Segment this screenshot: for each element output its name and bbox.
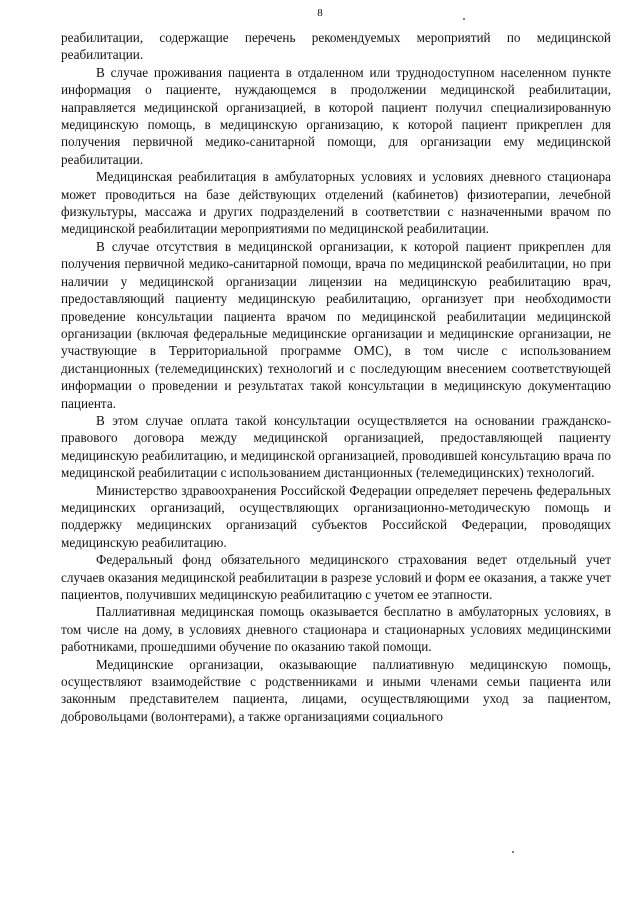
paragraph-continuation: реабилитации, содержащие перечень рекомендуемых мероприятий по медицинской реабилитации.: [61, 30, 611, 63]
paragraph-palliative-organizations: Медицинские организации, оказывающие паллиативную медицинскую помощь, осуществляют взаимодействие с родственниками и иными членами семьи пациента или законным представителем пациента, лицами, осуществляющими уход за пациентом, добровольцами (волонтерами), а также организациями социального: [61, 656, 611, 724]
scan-speck: [463, 18, 465, 20]
paragraph-ministry-list: Министерство здравоохранения Российской Федерации определяет перечень федеральных медицинских организаций, осуществляющих организационно-методическую помощь и поддержку медицинских организаций субъектов Российской Федерации, проводящих медицинскую реабилитацию.: [61, 482, 611, 550]
paragraph-absence-of-doctor: В случае отсутствия в медицинской организации, к которой пациент прикреплен для получения первичной медико-санитарной помощи, врача по медицинской реабилитации, но при наличии у медицинской организации лицензии на медицинскую реабилитацию врач, предоставляющий пациенту медицинскую реабилитацию, организует при необходимости проведение консультации пациента врачом по медицинской реабилитации медицинской организации (включая федеральные медицинские организации и медицинские организации, не участвующие в Территориальной программе ОМС), в том числе с использованием дистанционных (телемедицинских) технологий и с последующим внесением соответствующей информации о проведении и результатах такой консультации в медицинскую документацию пациента.: [61, 238, 611, 411]
document-body: [61, 29, 611, 725]
scan-speck: [512, 851, 514, 853]
paragraph-palliative-care: Паллиативная медицинская помощь оказывается бесплатно в амбулаторных условиях, в том числе на дому, в условиях дневного стационара и стационарных условиях медицинскими работниками, прошедшими обучение по оказанию такой помощи.: [61, 604, 611, 655]
paragraph-remote-residence: В случае проживания пациента в отдаленном или труднодоступном населенном пункте информация о пациенте, нуждающемся в продолжении медицинской реабилитации, направляется медицинской организацией, в которой пациент получил специализированную медицинскую помощь, в медицинскую организацию, к которой пациент прикреплен для получения первичной медико-санитарной помощи, для организации ему медицинской реабилитации.: [61, 64, 611, 167]
paragraph-outpatient-rehabilitation: Медицинская реабилитация в амбулаторных условиях и условиях дневного стационара может проводиться на базе действующих отделений (кабинетов) физиотерапии, лечебной физкультуры, массажа и других подразделений в соответствии с назначенными врачом по медицинской реабилитации мероприятиями по медицинской реабилитации.: [61, 169, 611, 237]
paragraph-consultation-payment: В этом случае оплата такой консультации осуществляется на основании гражданско-правового договора между медицинской организацией, предоставляющей пациенту медицинскую реабилитацию, и медицинской организацией, проводившей консультацию врача по медицинской реабилитации с использованием дистанционных (телемедицинских) технологий.: [61, 412, 611, 481]
paragraph-insurance-fund: Федеральный фонд обязательного медицинского страхования ведет отдельный учет случаев оказания медицинской реабилитации в разрезе условий и форм ее оказания, а также учет пациентов, получивших медицинскую реабилитацию с учетом ее этапности.: [61, 552, 611, 602]
page-number: 8: [317, 7, 323, 19]
